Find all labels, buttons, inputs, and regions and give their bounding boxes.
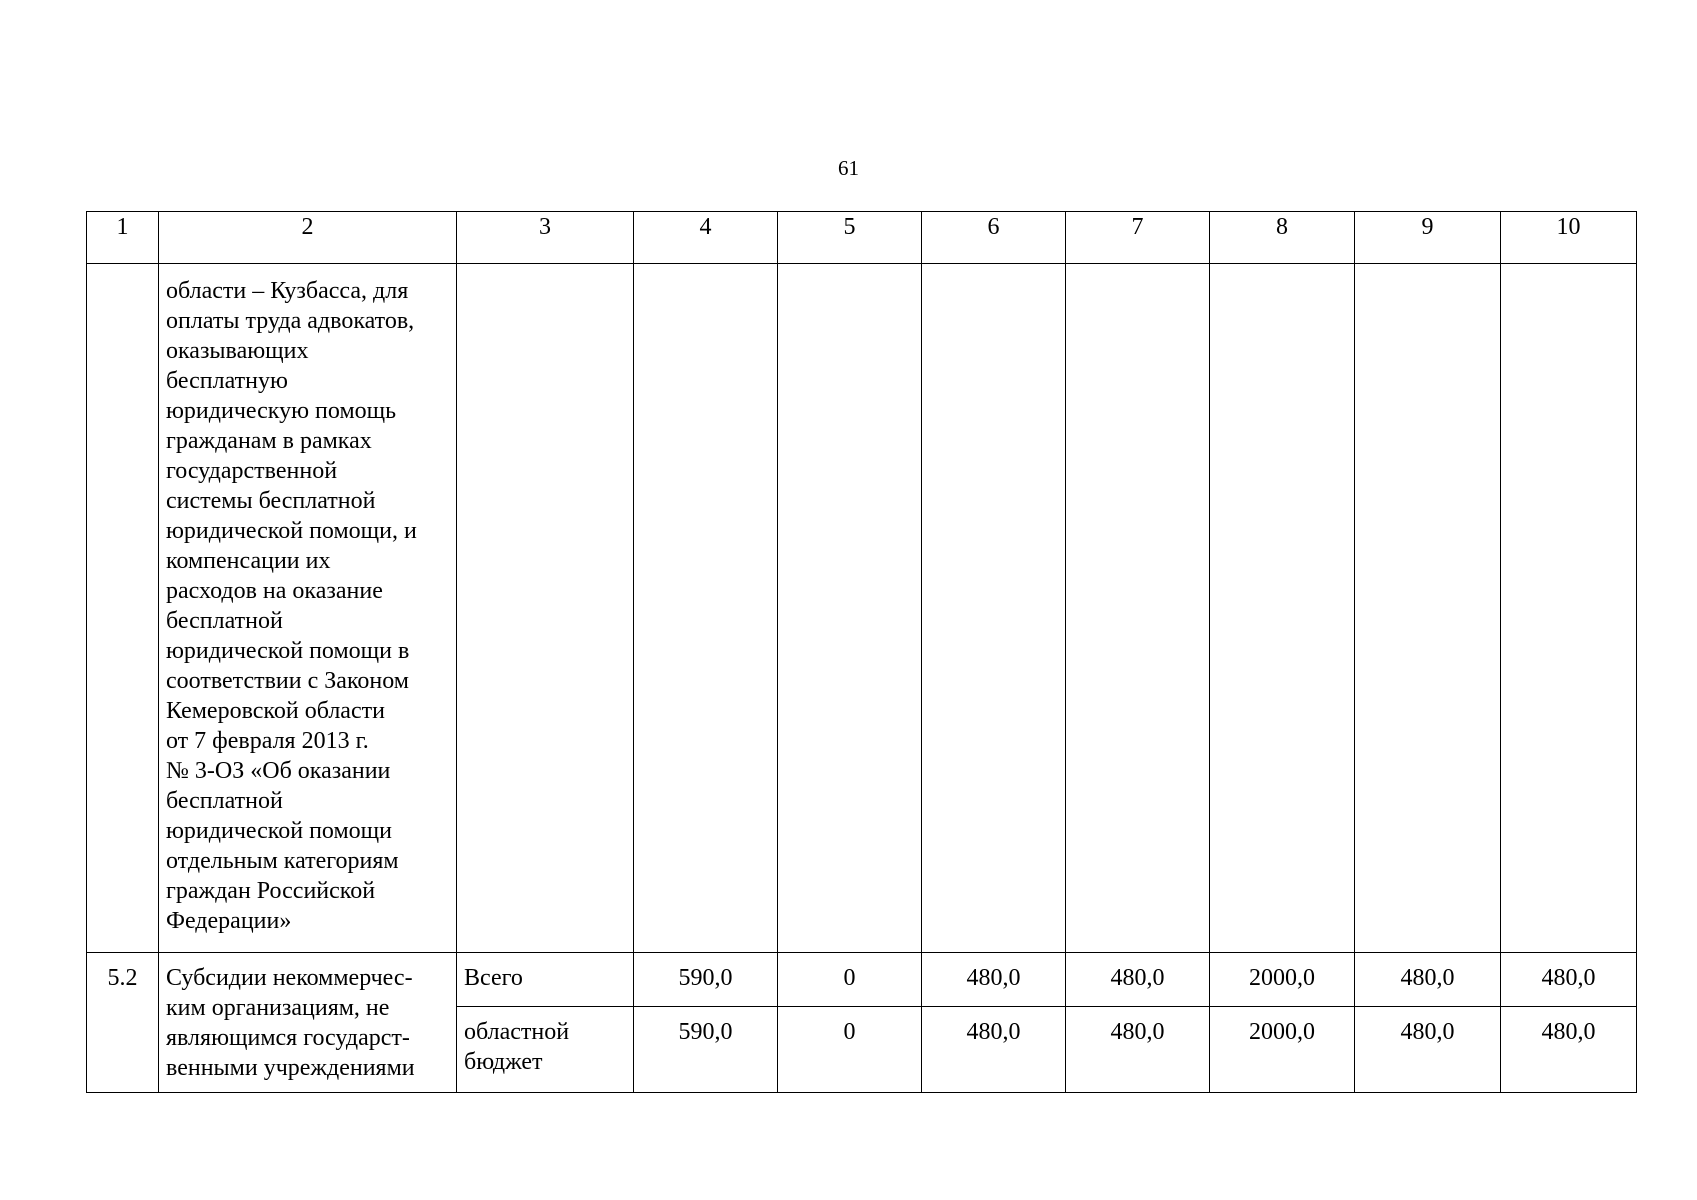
header-cell: 5 [778, 212, 922, 264]
value-cell [922, 1007, 1066, 1093]
continuation-text [159, 264, 456, 936]
table-cell [457, 264, 634, 953]
table-cell [87, 264, 159, 953]
value: 590,0 [678, 1019, 733, 1045]
row-name-cell [159, 953, 457, 1093]
text-line: юридическую помощь [166, 398, 397, 424]
value-cell [1355, 1007, 1501, 1093]
text-line: № 3-ОЗ «Об оказании [166, 758, 391, 784]
text-line: оплаты труда адвокатов, [166, 308, 415, 334]
value: 480,0 [1400, 1019, 1455, 1045]
row-5-2-total [87, 953, 1637, 1007]
text-line: соответствии с Законом [166, 668, 409, 694]
table-cell [922, 264, 1066, 953]
text-line: от 7 февраля 2013 г. [166, 728, 369, 754]
value: 2000,0 [1249, 965, 1315, 991]
text-line: венными учреждениями [166, 1055, 415, 1081]
text-line: юридической помощи [166, 818, 392, 844]
source-label [457, 1007, 633, 1077]
text-line: граждан Российской [166, 878, 376, 904]
text-line: бюджет [464, 1049, 543, 1075]
value: 0 [843, 965, 856, 991]
page-number: 61 [838, 156, 859, 180]
value-cell [634, 1007, 778, 1093]
text-line: системы бесплатной [166, 488, 376, 514]
row-number: 5.2 [107, 965, 138, 991]
text-line: ким организациям, не [166, 995, 390, 1021]
text-line: Субсидии некоммерчес- [166, 965, 413, 991]
text-line: являющимся государст- [166, 1025, 410, 1051]
row-name [159, 953, 456, 1083]
value-cell [1210, 1007, 1355, 1093]
text-line: Федерации» [166, 908, 292, 934]
text-line: бесплатной [166, 608, 283, 634]
value: 590,0 [678, 965, 733, 991]
value: 480,0 [1541, 965, 1596, 991]
header-cell: 2 [159, 212, 457, 264]
header-cell: 1 [87, 212, 159, 264]
value-cell [1501, 953, 1637, 1007]
text-line: государственной [166, 458, 338, 484]
header-row [87, 212, 1637, 264]
table-cell [778, 264, 922, 953]
text-line: области – Кузбасса, для [166, 278, 409, 304]
value-cell [1066, 1007, 1210, 1093]
value: 0 [843, 1019, 856, 1045]
text-line: Кемеровской области [166, 698, 385, 724]
value-cell [1210, 953, 1355, 1007]
table-cell [1066, 264, 1210, 953]
header-cell: 4 [634, 212, 778, 264]
table-cell [1355, 264, 1501, 953]
header-cell: 3 [457, 212, 634, 264]
value-cell [1355, 953, 1501, 1007]
continuation-row [87, 264, 1637, 953]
value-cell [634, 953, 778, 1007]
value: 2000,0 [1249, 1019, 1315, 1045]
value: 480,0 [1110, 1019, 1165, 1045]
text-line: областной [464, 1019, 570, 1045]
continuation-text-cell [159, 264, 457, 953]
value: 480,0 [966, 1019, 1021, 1045]
source-cell [457, 1007, 634, 1093]
header-cell: 8 [1210, 212, 1355, 264]
value-cell [778, 1007, 922, 1093]
value: 480,0 [1400, 965, 1455, 991]
header-cell: 6 [922, 212, 1066, 264]
budget-table [86, 211, 1637, 1093]
value-cell [1066, 953, 1210, 1007]
text-line: юридической помощи в [166, 638, 410, 664]
value: 480,0 [1541, 1019, 1596, 1045]
value-cell [922, 953, 1066, 1007]
header-cell: 10 [1501, 212, 1637, 264]
text-line: гражданам в рамках [166, 428, 372, 454]
value-cell [778, 953, 922, 1007]
value: 480,0 [966, 965, 1021, 991]
source-cell [457, 953, 634, 1007]
value-cell [1501, 1007, 1637, 1093]
value: 480,0 [1110, 965, 1165, 991]
text-line: отдельным категориям [166, 848, 399, 874]
text-line: компенсации их [166, 548, 331, 574]
source-label: Всего [464, 965, 523, 991]
table-cell [1210, 264, 1355, 953]
row-number-cell [87, 953, 159, 1093]
text-line: оказывающих [166, 338, 309, 364]
header-cell: 7 [1066, 212, 1210, 264]
text-line: юридической помощи, и [166, 518, 417, 544]
header-cell: 9 [1355, 212, 1501, 264]
table-cell [1501, 264, 1637, 953]
text-line: бесплатную [166, 368, 288, 394]
text-line: расходов на оказание [166, 578, 383, 604]
table-cell [634, 264, 778, 953]
text-line: бесплатной [166, 788, 283, 814]
